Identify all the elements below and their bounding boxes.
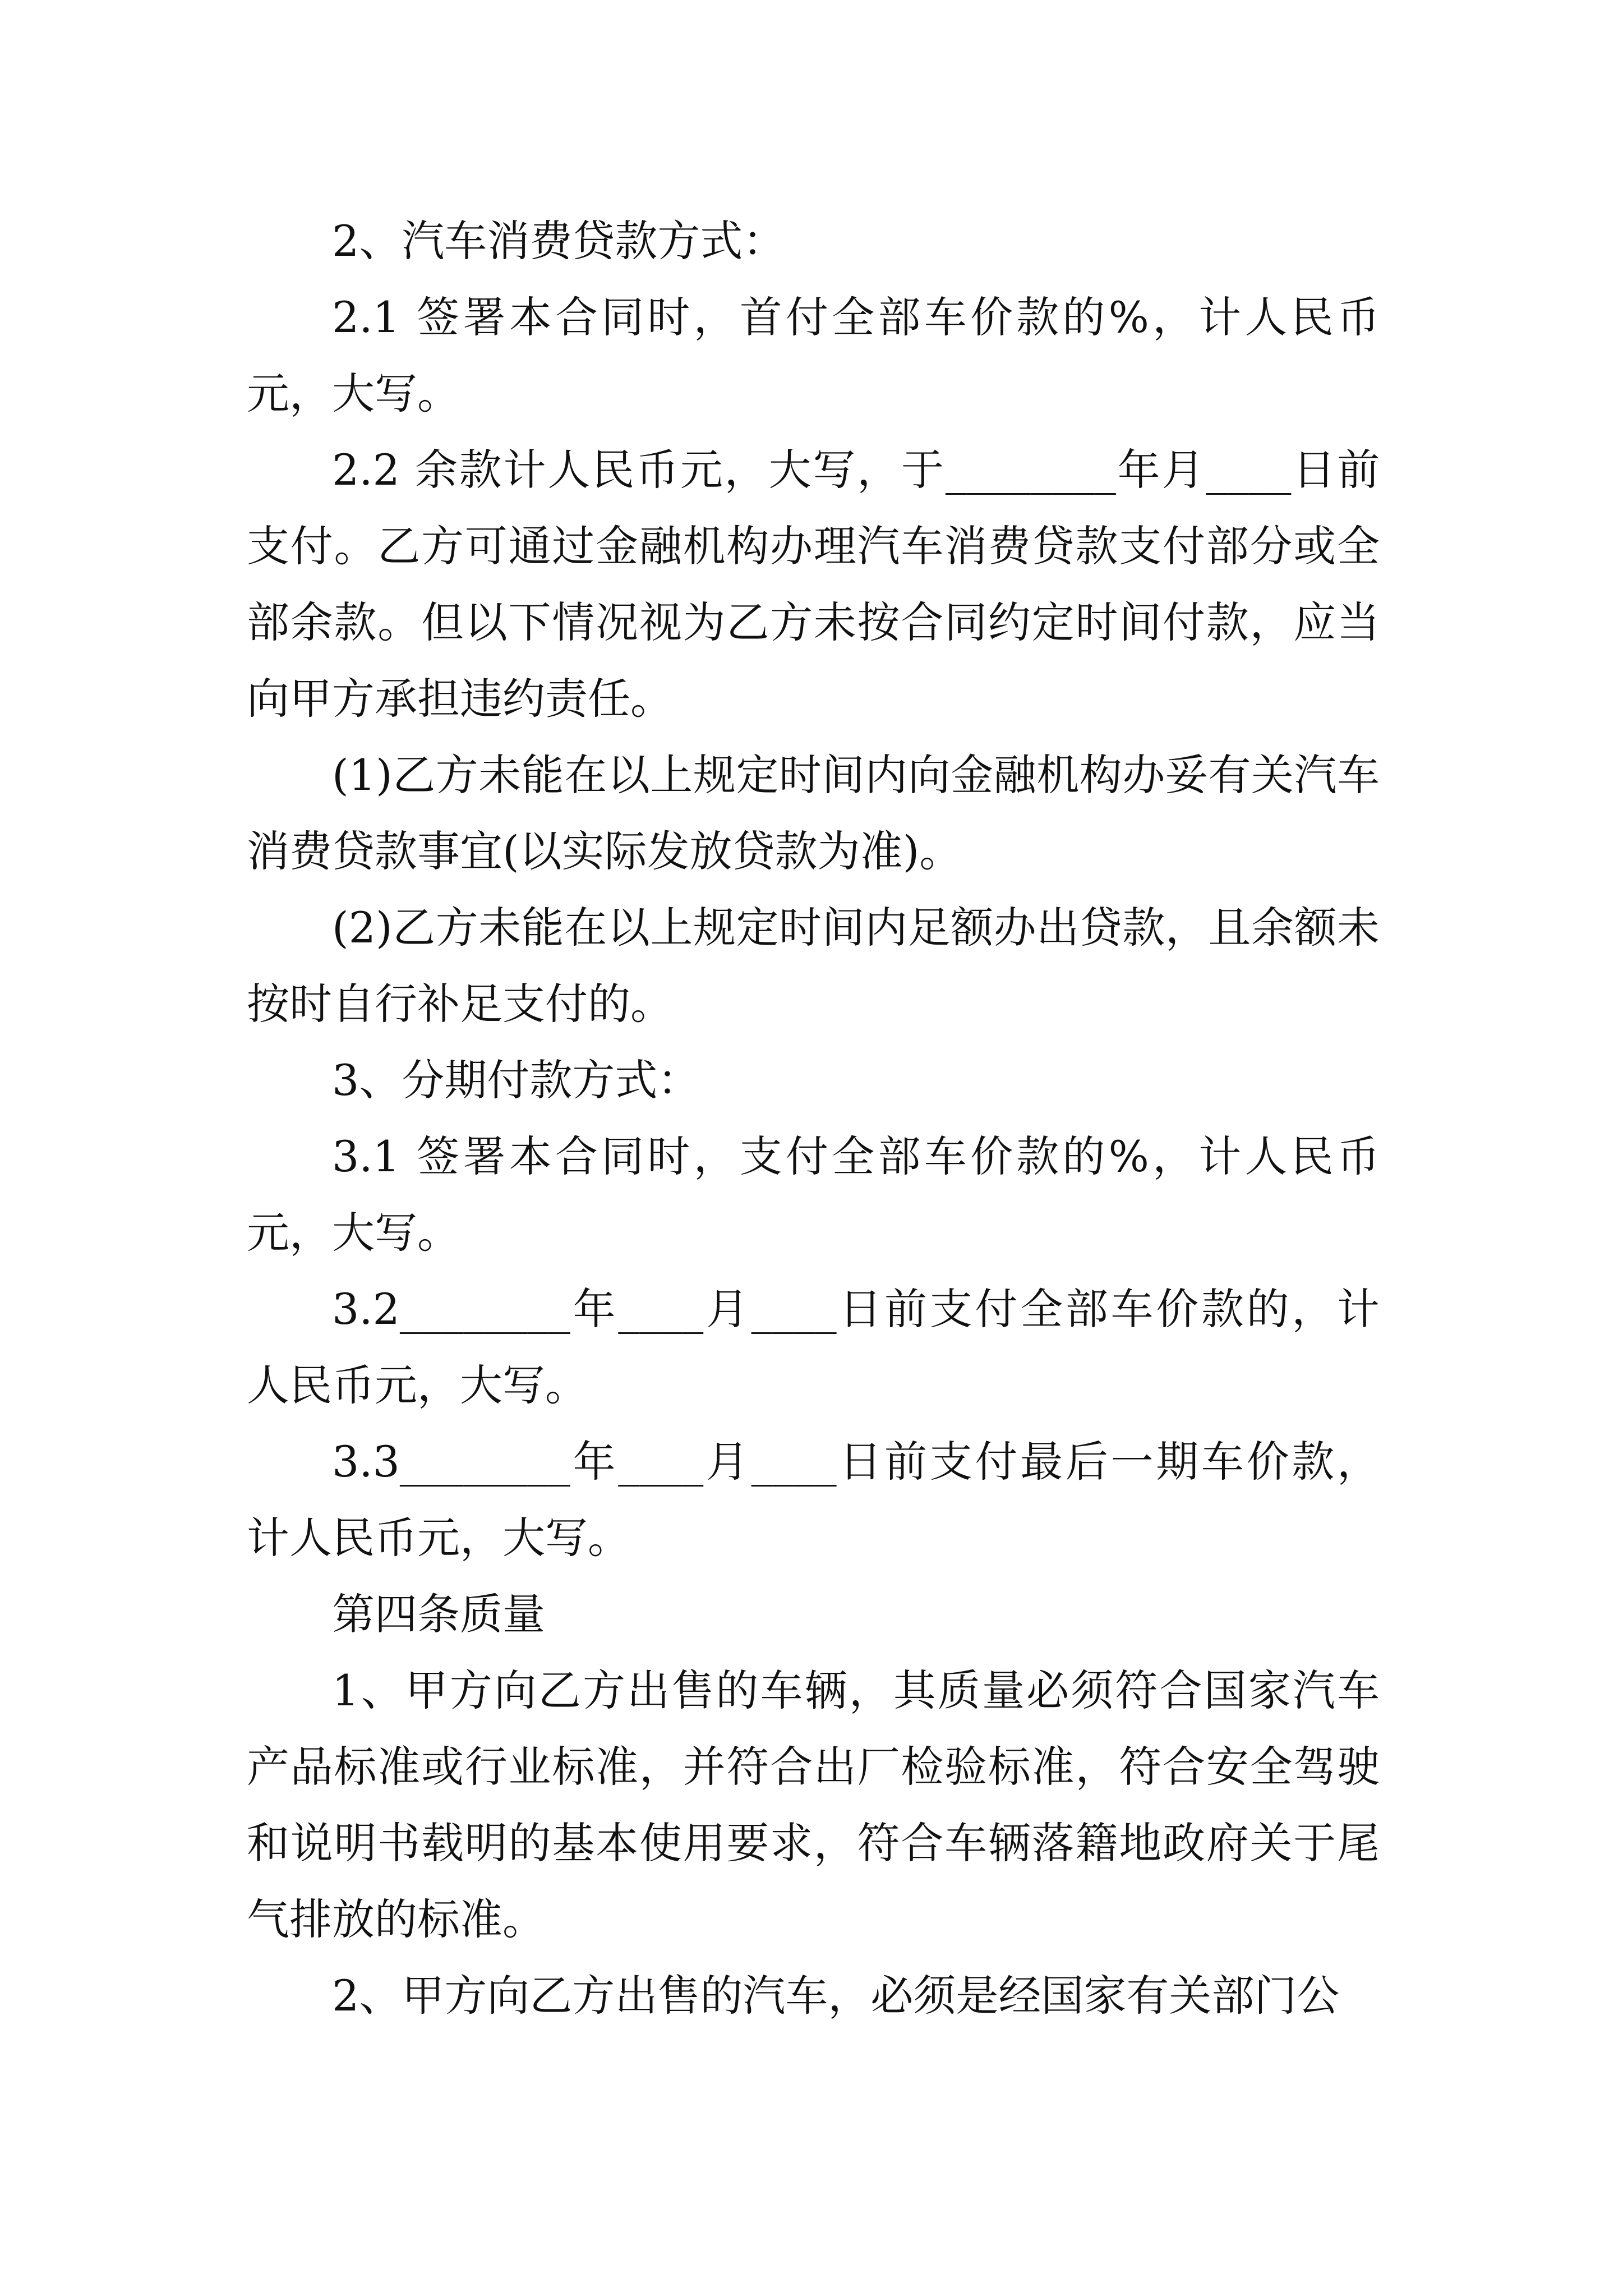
paragraph-3-2: 3.2________年____月____日前支付全部车价款的，计人民币元，大写。 [247,1284,1380,1410]
paragraph-installment-heading: 3、分期付款方式： [332,1055,700,1105]
paragraph-quality-1: 1、甲方向乙方出售的车辆，其质量必须符合国家汽车产品标准或行业标准，并符合出厂检验标准，符合安全驾驶和说明书载明的基本使用要求，符合车辆落籍地政府关于尾气排放的标准。 [247,1665,1380,1944]
paragraph-3-1: 3.1 签署本合同时，支付全部车价款的%，计人民币元，大写。 [247,1131,1380,1258]
paragraph-3-3: 3.3________年____月____日前支付最后一期车价款，计人民币元，大写。 [247,1437,1380,1563]
paragraph-2-2: 2.2 余款计人民币元，大写，于________年月____日前支付。乙方可通过金融机构办理汽车消费贷款支付部分或全部余款。但以下情况视为乙方未按合同约定时间付款，应当向甲方承担违约责任。 [247,445,1380,724]
paragraph-loan-method-heading: 2、汽车消费贷款方式： [332,216,786,266]
paragraph-quality-2: 2、甲方向乙方出售的汽车，必须是经国家有关部门公 [332,1971,1340,2021]
document-body [247,203,1380,2034]
section-heading-quality: 第四条质量 [332,1589,545,1639]
paragraph-item-2: (2)乙方未能在以上规定时间内足额办出贷款，且余额未按时自行补足支付的。 [247,903,1380,1029]
paragraph-2-1: 2.1 签署本合同时，首付全部车价款的%，计人民币元，大写。 [247,292,1380,418]
paragraph-item-1: (1)乙方未能在以上规定时间内向金融机构办妥有关汽车消费贷款事宜(以实际发放贷款为准)。 [247,750,1380,876]
